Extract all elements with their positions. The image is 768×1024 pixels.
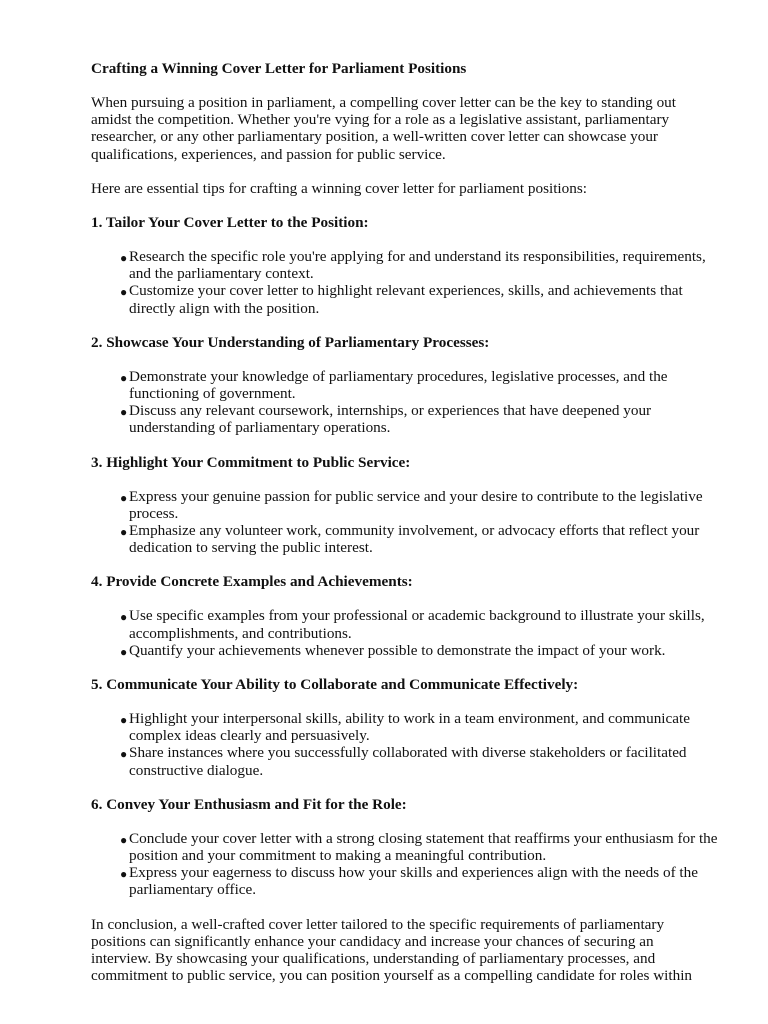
list-item [120,402,719,437]
list-item-text: Highlight your interpersonal skills, ability to work in a team environment, and communicate complex ideas clearly and persuasively. [129,710,690,745]
list-item [120,607,719,642]
list-item-text: Customize your cover letter to highlight relevant experiences, skills, and achievements that directly align with the position. [129,282,683,317]
section-2 [91,334,716,437]
list-item-text: Quantify your achievements whenever possible to demonstrate the impact of your work. [129,641,666,659]
bullet-icon: ● [120,370,128,385]
bullet-list [91,607,716,659]
list-item-text: Conclude your cover letter with a strong closing statement that reaffirms your enthusiasm for the position and your commitment to making a meaningful contribution. [129,829,718,865]
section-heading: 4. Provide Concrete Examples and Achievements: [91,573,413,591]
list-item-text: Express your genuine passion for public service and your desire to contribute to the legislative process. [129,487,703,522]
lead-in-paragraph: Here are essential tips for crafting a winning cover letter for parliament positions: [91,179,587,197]
section-1 [91,214,716,317]
bullet-icon: ● [120,713,128,728]
section-heading: 5. Communicate Your Ability to Collaborate and Communicate Effectively: [91,676,579,694]
bullet-icon: ● [120,490,128,505]
section-5 [91,676,716,779]
section-4 [91,573,716,659]
bullet-icon: ● [120,251,128,266]
list-item-text: Discuss any relevant coursework, internships, or experiences that have deepened your understanding of parliamentary operations. [129,402,652,437]
section-heading: 3. Highlight Your Commitment to Public Service: [91,453,411,471]
list-item [120,522,719,557]
list-item-text: Use specific examples from your professional or academic background to illustrate your skills, accomplishments, and contributions. [129,607,705,642]
bullet-icon: ● [120,525,128,540]
bullet-icon: ● [120,405,128,420]
section-heading: 2. Showcase Your Understanding of Parliamentary Processes: [91,333,490,351]
section-6 [91,796,716,899]
section-heading: 1. Tailor Your Cover Letter to the Position: [91,214,369,232]
bullet-icon: ● [120,285,128,300]
list-item-text: Demonstrate your knowledge of parliamentary procedures, legislative processes, and the functioning of government. [129,367,668,403]
list-item [120,282,719,317]
bullet-icon: ● [120,747,128,762]
bullet-list [91,368,716,437]
bullet-list [91,830,716,899]
intro-paragraph: When pursuing a position in parliament, a compelling cover letter can be the key to standing out amidst the competition. Whether you're vying for a role as a legislative assistant, parliamentary researcher, or any other parliamentary position, a well-written cover letter can showcase your qualifications, experiences, and passion for public service. [91,94,676,163]
bullet-icon: ● [120,832,128,847]
conclusion-paragraph: In conclusion, a well-crafted cover letter tailored to the specific requirements of parliamentary positions can significantly enhance your candidacy and increase your chances of securing an interview. By showcasing your qualifications, understanding of parliamentary processes, and commitment to public service, you can position yourself as a compelling candidate for roles within [91,915,693,985]
list-item [120,367,719,403]
list-item [120,710,719,745]
bullet-list [91,488,716,557]
list-item [120,829,719,865]
list-item [120,248,719,283]
bullet-icon: ● [120,867,128,882]
list-item [120,487,719,522]
bullet-list [91,248,716,317]
list-item [120,744,719,779]
list-item [120,641,719,659]
bullet-icon: ● [120,610,128,625]
list-item-text: Research the specific role you're applying for and understand its responsibilities, requirements, and the parliamentary context. [129,248,706,283]
section-3 [91,454,716,557]
bullet-icon: ● [120,644,128,659]
document-title: Crafting a Winning Cover Letter for Parliament Positions [91,60,467,77]
list-item-text: Express your eagerness to discuss how your skills and experiences align with the needs of the parliamentary office. [129,864,698,899]
list-item-text: Emphasize any volunteer work, community involvement, or advocacy efforts that reflect your dedication to serving the public interest. [129,522,700,557]
list-item [120,864,719,899]
section-heading: 6. Convey Your Enthusiasm and Fit for the Role: [91,795,407,813]
list-item-text: Share instances where you successfully collaborated with diverse stakeholders or facilitated constructive dialogue. [129,744,687,779]
bullet-list [91,710,716,779]
